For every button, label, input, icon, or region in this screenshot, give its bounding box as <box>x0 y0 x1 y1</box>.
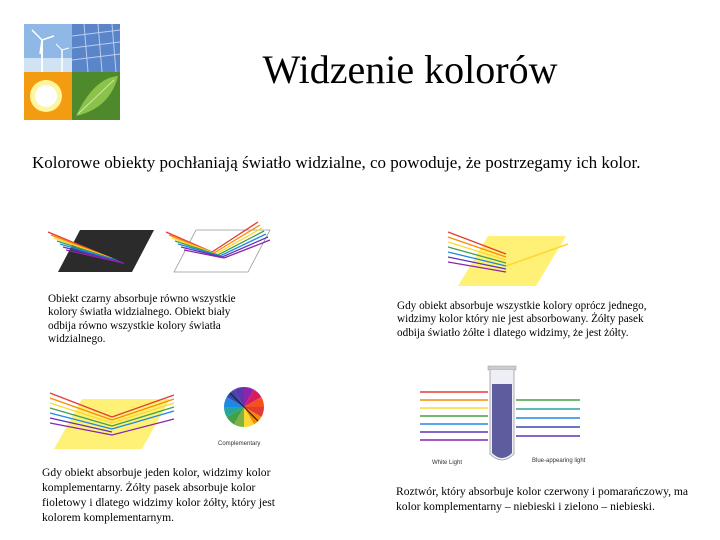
caption-yellow-reflect: Gdy obiekt absorbuje wszystkie kolory oprócz jednego, widzimy kolor który nie jest absorbowany. Żółty pasek odbija światło żółte i dlatego widzimy, że jest żółty. <box>397 300 647 339</box>
caption-complementary: Gdy obiekt absorbuje jeden kolor, widzimy kolor komplementarny. Żółty pasek absorbuje kolor fioletowy i dlatego widzimy kolor żółty, który jest kolorem komplementarnym. <box>42 466 276 524</box>
intro-text: Kolorowe obiekty pochłaniają światło widzialne, co powoduje, że postrzegamy ich kolor. <box>32 153 641 172</box>
blue-light-label: Blue-appearing light <box>532 458 586 464</box>
blue-light-rays <box>516 400 580 436</box>
color-wheel-label: Complementary <box>218 441 261 447</box>
color-wheel-icon <box>224 387 264 427</box>
slide-title: Widzenie kolorów <box>262 47 558 92</box>
energy-logo <box>24 24 120 120</box>
energy-logo-image <box>24 24 120 120</box>
caption-black-white: Obiekt czarny absorbuje równo wszystkie kolory światła widzialnego. Obiekt biały odbija równo wszystkie kolory światła widzialnego. <box>48 293 236 346</box>
black-white-figure <box>48 212 268 278</box>
solution-figure <box>420 364 600 470</box>
white-light-rays <box>420 392 488 440</box>
yellow-reflect-figure <box>448 226 576 290</box>
test-tube-icon <box>488 366 516 460</box>
white-light-label: White Light <box>432 460 463 466</box>
complementary-figure <box>46 385 286 453</box>
yellow-paper-shape <box>458 236 566 286</box>
caption-solution: Roztwór, który absorbuje kolor czerwony i pomarańczowy, ma kolor komplementarny – niebieski i zielono – niebieski. <box>396 485 689 513</box>
